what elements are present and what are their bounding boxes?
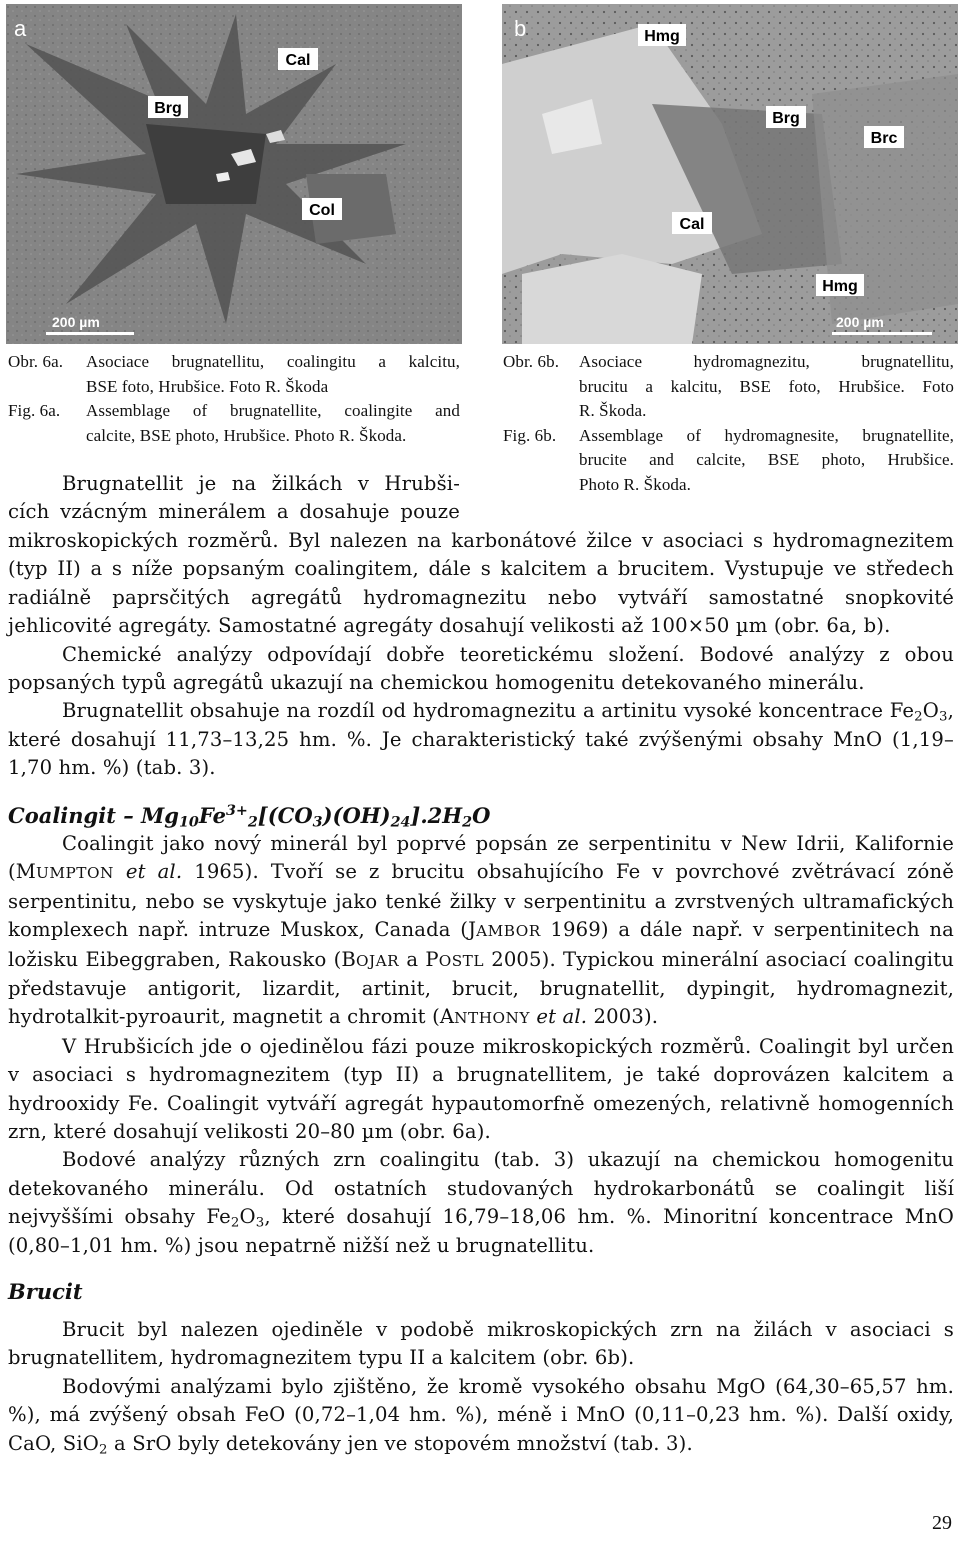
caption-prefix	[503, 473, 579, 498]
paragraph: Brugnatellit obsahuje na rozdíl od hydromagnezitu a artinitu vysoké koncentrace $Fe_2O_3$, které dosahují 11,73–13,25 hm. %. Je charakteristický také zvýšenými obsahy MnO (1,19–1,70 hm. %) (tab. 3).	[8, 699, 954, 780]
paragraph: V Hrubšicích jde o ojedinělou fázi pouze mikroskopických rozměrů. Coalingit byl určen v asociaci s hydromagnezitem (typ II) a brugnatellitem, je také doprovázen kalcitem a hydrooxidy Fe. Coalingit vytváří agregát hypautomorfně omezených, relativně homogenních zrn, které dosahují velikosti 20–80 µm (obr. 6a).	[8, 1034, 954, 1144]
caption-prefix	[503, 375, 579, 400]
figure-6b-bse-image	[502, 4, 958, 344]
paragraph: Brucit byl nalezen ojediněle v podobě mikroskopických zrn na žilách v asociaci s brugnatellitem, hydromagnezitem typu II a kalcitem (obr. 6b).	[8, 1318, 954, 1370]
mineral-label-cal: Cal	[285, 52, 311, 69]
scale-bar-label: 200 µm	[52, 314, 100, 330]
caption-prefix	[503, 399, 579, 424]
page-number: 29	[932, 1512, 952, 1534]
mineral-label-cal: Cal	[679, 216, 705, 233]
intro-line-1: Brugnatellit je na žilkách v Hrubši-	[62, 472, 460, 495]
caption-line: Asociace hydromagnezitu, brugnatellitu,	[579, 352, 954, 371]
brugnatellit-text	[8, 527, 954, 783]
caption-prefix: Obr. 6a.	[8, 352, 64, 371]
caption-prefix: Fig. 6a.	[8, 401, 61, 420]
caption-line: R. Škoda.	[579, 401, 647, 420]
mineral-label-hmg-bottom: Hmg	[822, 278, 858, 295]
scale-bar	[832, 332, 932, 335]
paragraph: Chemické analýzy odpovídají dobře teoretickému složení. Bodové analýzy z obou popsaných typů agregátů ukazují na chemickou homogenitu detekovaného minerálu.	[8, 642, 954, 695]
coalingit-text	[8, 830, 954, 1260]
paragraph: Bodovými analýzami bylo zjištěno, že kromě vysokého obsahu MgO (64,30–65,57 hm. %), má zvýšený obsah FeO (0,72–1,04 hm. %), méně i MnO (0,11–0,23 hm. %). Další oxidy, CaO, SiO$_2$ a SrO byly detekovány jen ve stopovém množství (tab. 3).	[8, 1374, 954, 1457]
caption-prefix	[8, 375, 86, 400]
brugnatellit-intro	[8, 470, 460, 527]
caption-prefix	[8, 424, 86, 449]
mineral-label-hmg-top: Hmg	[644, 28, 680, 45]
scale-bar	[46, 332, 134, 335]
caption-line: brucite and calcite, BSE photo, Hrubšice.	[579, 450, 954, 469]
mineral-label-col: Col	[309, 202, 335, 219]
caption-prefix: Obr. 6b.	[503, 352, 560, 371]
paragraph: Coalingit jako nový minerál byl poprvé popsán ze serpentinitu v New Idrii, Kalifornie (MUMPTON et al. 1965). Tvoří se z brucitu obsahujícího Fe v povrchové zvětrávací zóně serpentinitu, nebo se vyskytuje jako tenké žilky v serpentinitu a zvrstvených ultramafických komplexech např. intruze Muskox, Canada (JAMBOR 1969) a dále např. v serpentinitech na ložisku Eibeggraben, Rakousko (BOJAR a POSTL 2005). Typickou minerální asociací coalingitu představuje antigorit, lizardit, artinit, brucit, brugnatellit, dypingit, hydromagnezit, hydrotalkit-pyroaurit, magnetit a chromit (ANTHONY et al. 2003).	[8, 832, 954, 1029]
panel-letter-b: b	[514, 16, 527, 41]
caption-prefix	[503, 448, 579, 473]
caption-line: BSE foto, Hrubšice. Foto R. Škoda	[86, 376, 329, 396]
figure-6a-bse-image	[6, 4, 462, 344]
brucit-text	[8, 1316, 954, 1458]
paragraph: mikroskopických rozměrů. Byl nalezen na karbonátové žilce v asociaci s hydromagnezitem (typ II) a s níže popsaným coalingitem, dále s kalcitem a brucitem. Vystupuje ve středech radiálně paprsčitých agregátů hydromagnezitu nebo vytváří samostatné snopkovité jehlicovité agregáty. Samostatné agregáty dosahují velikosti až 100×50 µm (obr. 6a, b).	[8, 529, 954, 638]
panel-letter-a: a	[14, 16, 27, 41]
caption-prefix: Fig. 6b.	[503, 425, 557, 445]
intro-line-2: cích vzácným minerálem a dosahuje pouze	[8, 500, 460, 524]
paragraph: Bodové analýzy různých zrn coalingitu (tab. 3) ukazují na chemickou homogenitu detekovaného minerálu. Od ostatních studovaných hydrokarbonátů se coalingit liší nejvyššími obsahy $Fe_2O_3$, které dosahují 16,79–18,06 hm. %. Minoritní koncentrace MnO (0,80–1,01 hm. %) jsou nepatrně nižší než u brugnatellitu.	[8, 1148, 954, 1257]
caption-line: Asociace brugnatellitu, coalingitu a kalcitu,	[86, 352, 460, 371]
caption-line: Photo R. Škoda.	[579, 474, 692, 494]
section-heading-coalingit: Coalingit – $Mg_{10}Fe^{3+}_2[(CO_3)(OH)_{24}].2H_2O$	[8, 803, 491, 831]
caption-line: Assemblage of brugnatellite, coalingite and	[86, 401, 460, 420]
caption-line: brucitu a kalcitu, BSE foto, Hrubšice. Foto	[579, 376, 954, 396]
section-heading-brucit: Brucit	[8, 1279, 83, 1304]
mineral-label-brg: Brg	[154, 100, 182, 117]
figure-6a-caption	[8, 350, 460, 448]
figure-6b-caption	[503, 350, 954, 497]
mineral-label-brc: Brc	[870, 130, 898, 147]
caption-line: Assemblage of hydromagnesite, brugnatellite,	[579, 425, 954, 445]
mineral-label-brg: Brg	[772, 110, 800, 127]
caption-line: calcite, BSE photo, Hrubšice. Photo R. Škoda.	[86, 425, 407, 445]
scale-bar-label: 200 µm	[836, 314, 884, 330]
